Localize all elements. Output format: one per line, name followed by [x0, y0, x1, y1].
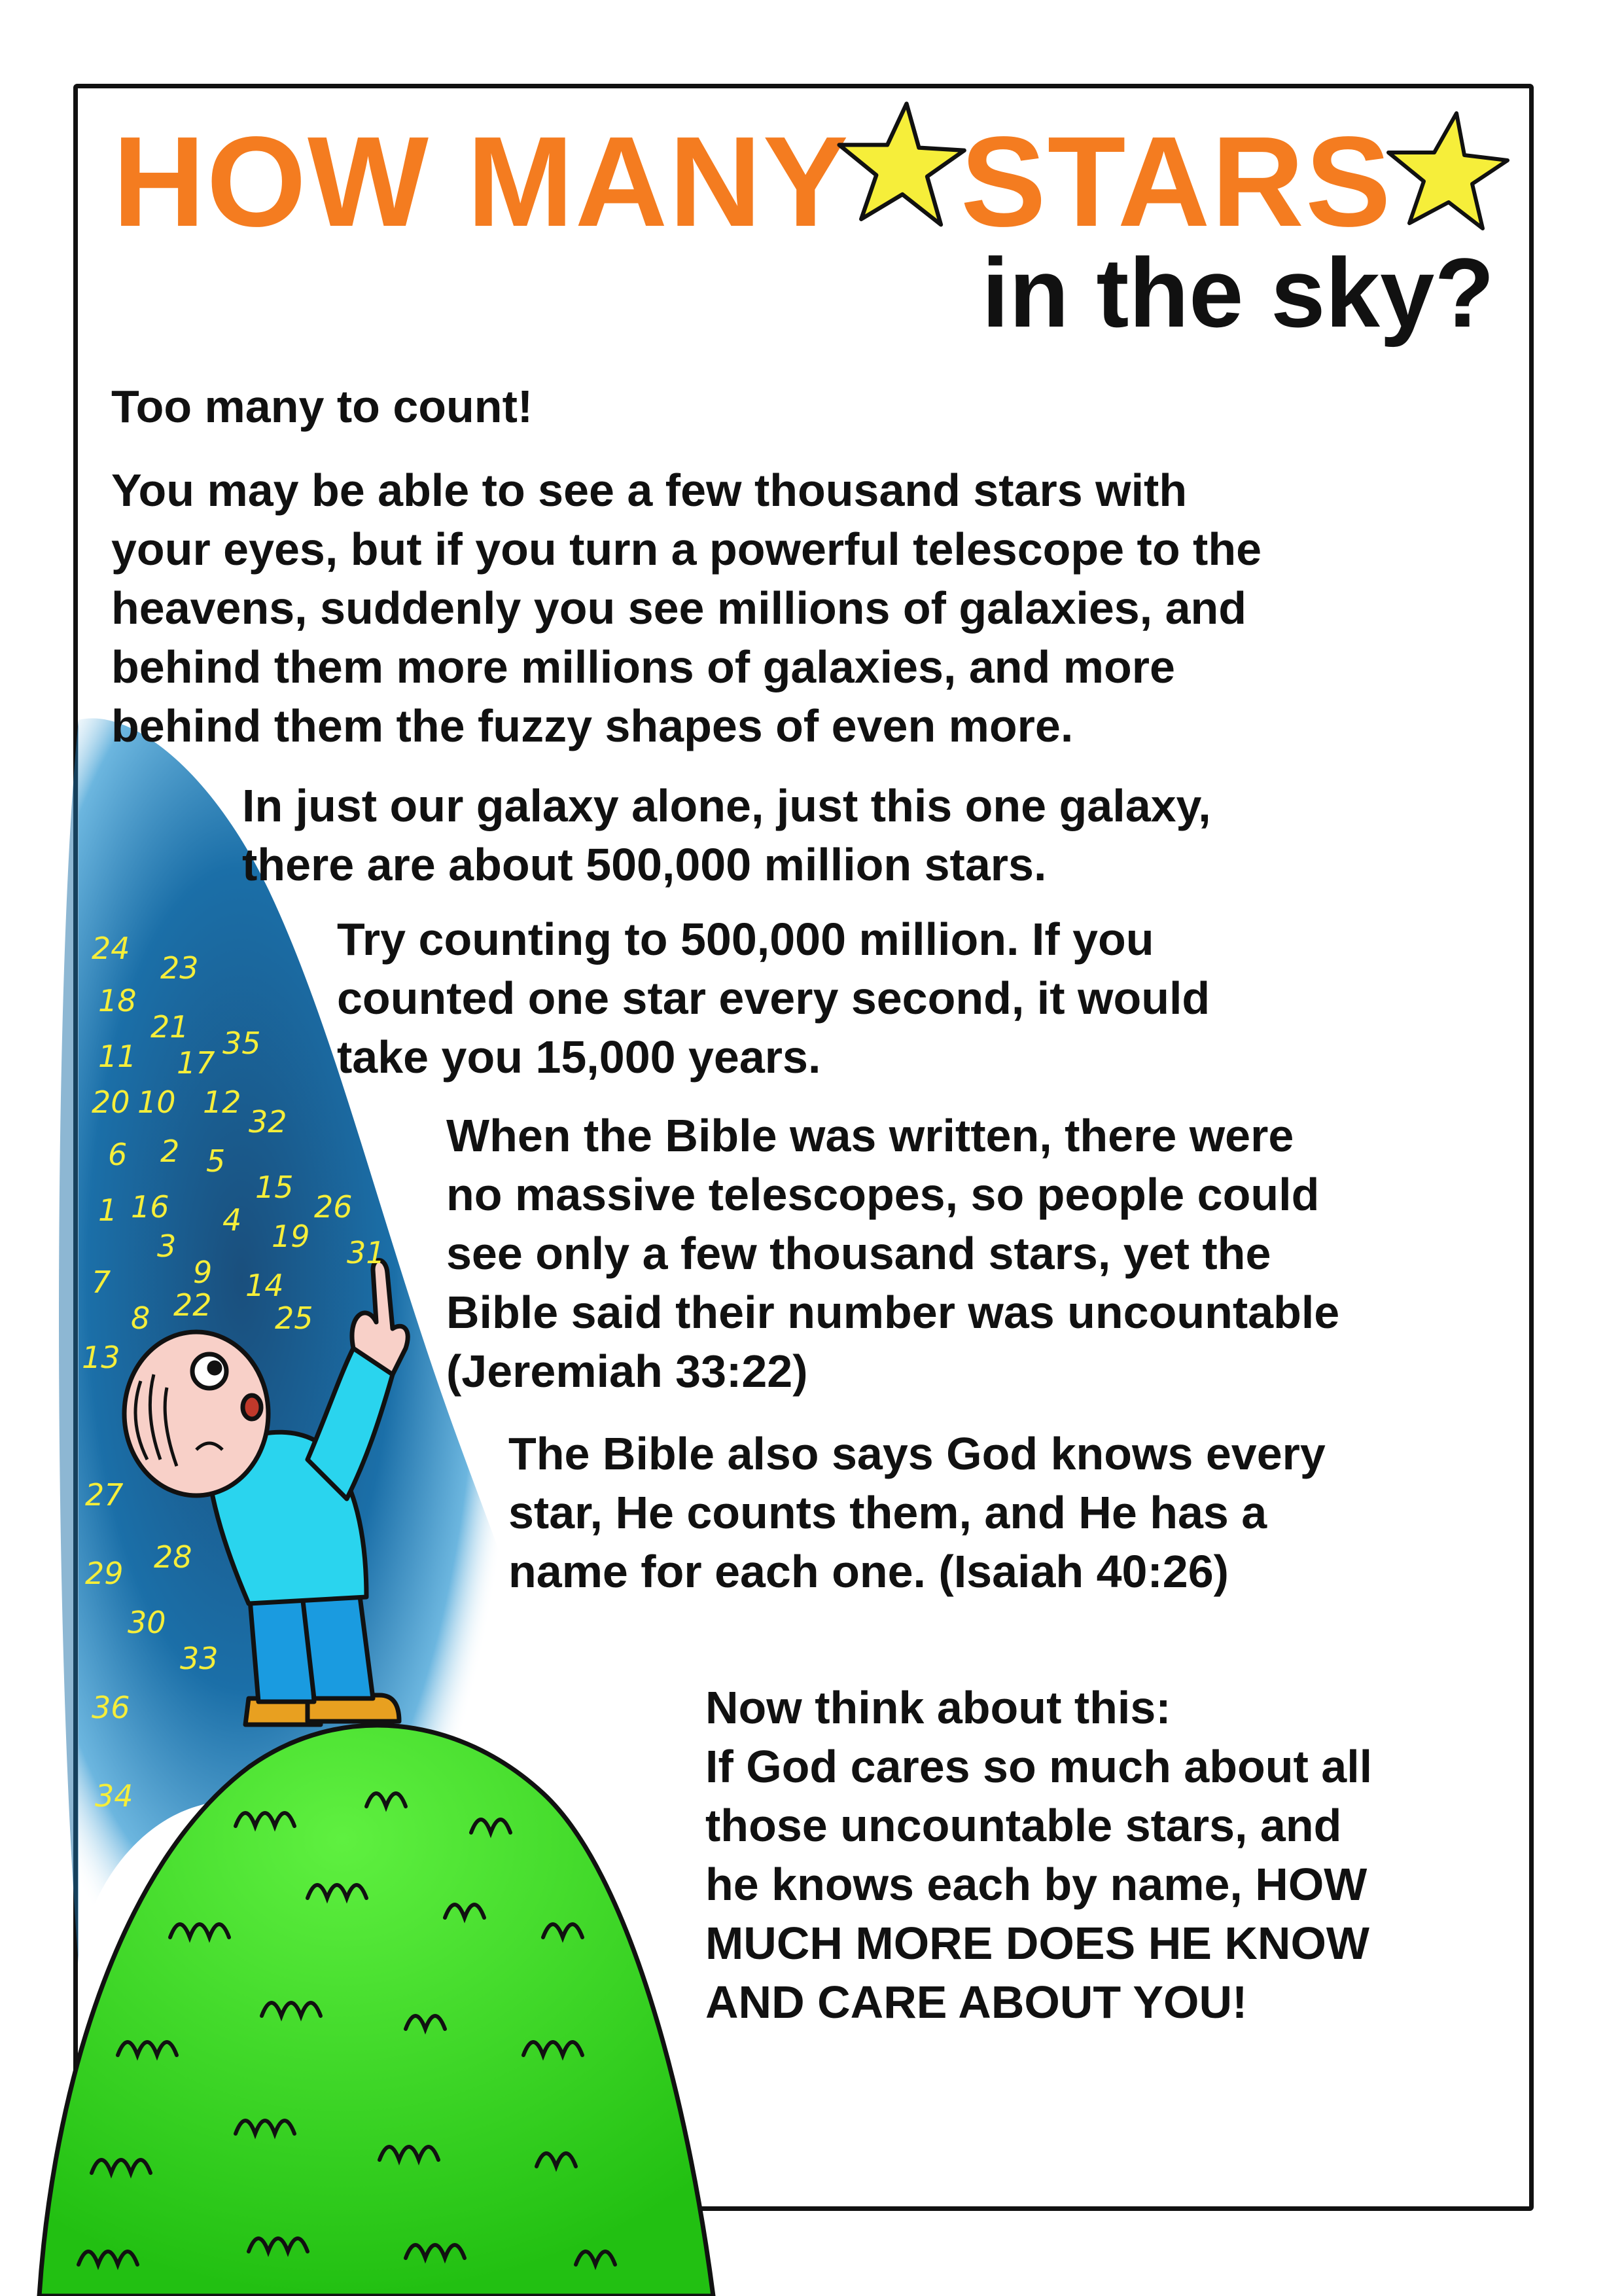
title-stars: STARS [961, 110, 1392, 253]
text-line: In just our galaxy alone, just this one galaxy, [242, 780, 1211, 831]
sky-number: 29 [85, 1556, 124, 1591]
sky-number: 21 [150, 1009, 189, 1045]
text-line: Try counting to 500,000 million. If you [337, 914, 1154, 965]
sky-number: 24 [92, 931, 130, 966]
sky-number: 36 [92, 1690, 130, 1725]
sky-number: 13 [82, 1340, 120, 1375]
text-line: heavens, suddenly you see millions of galaxies, and [111, 583, 1247, 634]
sky-number: 28 [154, 1539, 192, 1575]
paragraph-counting [337, 910, 1210, 1086]
sky-number: 15 [255, 1170, 294, 1205]
sky-number: 34 [95, 1778, 133, 1814]
sky-number: 27 [85, 1477, 124, 1513]
sky-number: 33 [180, 1641, 219, 1676]
title-in-the-sky: in the sky? [981, 238, 1494, 348]
text-line: take you 15,000 years. [337, 1031, 821, 1083]
text-line: When the Bible was written, there were [446, 1110, 1294, 1161]
text-line: You may be able to see a few thousand stars with [111, 465, 1188, 516]
sky-number: 17 [177, 1045, 215, 1081]
sky-number: 10 [137, 1085, 176, 1120]
text-line: (Jeremiah 33:22) [446, 1346, 808, 1397]
text-line: Now think about this: [705, 1682, 1171, 1733]
paragraph-jeremiah [446, 1106, 1339, 1401]
sky-number: 6 [108, 1137, 128, 1172]
sky-number: 26 [314, 1189, 353, 1225]
sky-number: 9 [193, 1255, 213, 1290]
sky-number: 11 [98, 1039, 137, 1074]
sky-number: 25 [275, 1300, 313, 1336]
text-line: star, He counts them, and He has a [508, 1487, 1267, 1538]
text-line: those uncountable stars, and [705, 1800, 1342, 1851]
paragraph-intro [111, 377, 533, 436]
sky-number: 19 [272, 1219, 310, 1254]
sky-number: 23 [160, 950, 199, 986]
text-line: AND CARE ABOUT YOU! [705, 1977, 1248, 2028]
sky-number: 20 [92, 1085, 130, 1120]
sky-number: 2 [160, 1134, 180, 1169]
sky-number: 18 [98, 983, 137, 1018]
paragraph-conclusion [705, 1678, 1372, 2032]
sky-number: 8 [131, 1300, 150, 1336]
sky-number: 30 [128, 1605, 166, 1640]
paragraph-isaiah [508, 1424, 1326, 1601]
sky-number: 31 [347, 1235, 385, 1270]
sky-number: 12 [203, 1085, 241, 1120]
text-line: The Bible also says God knows every [508, 1428, 1326, 1479]
sky-number: 35 [222, 1026, 261, 1061]
sky-number: 7 [92, 1265, 111, 1300]
sky-number: 4 [222, 1202, 242, 1238]
sky-number: 5 [206, 1143, 226, 1179]
text-line: your eyes, but if you turn a powerful telescope to the [111, 524, 1262, 575]
text-line: behind them the fuzzy shapes of even more. [111, 700, 1074, 751]
text-line: counted one star every second, it would [337, 973, 1210, 1024]
sky-number: 22 [173, 1287, 212, 1323]
star-icon [1381, 108, 1511, 239]
text-line: Too many to count! [111, 381, 533, 432]
paragraph-telescope [111, 461, 1262, 755]
text-line: behind them more millions of galaxies, and more [111, 641, 1175, 692]
text-line: Bible said their number was uncountable [446, 1287, 1340, 1338]
text-line: no massive telescopes, so people could [446, 1169, 1320, 1220]
text-line: name for each one. (Isaiah 40:26) [508, 1546, 1229, 1597]
sky-number: 16 [131, 1189, 169, 1225]
text-line: If God cares so much about all [705, 1741, 1373, 1792]
text-line: there are about 500,000 million stars. [242, 839, 1047, 890]
text-line: MUCH MORE DOES HE KNOW [705, 1918, 1369, 1969]
star-icon [831, 98, 968, 236]
sky-number: 3 [157, 1229, 177, 1264]
text-line: see only a few thousand stars, yet the [446, 1228, 1271, 1279]
title-how-many: HOW MANY [113, 110, 850, 253]
paragraph-galaxy [242, 776, 1211, 894]
sky-number: 1 [98, 1193, 118, 1228]
text-line: he knows each by name, HOW [705, 1859, 1368, 1910]
sky-number: 32 [249, 1104, 287, 1139]
sky-number: 14 [245, 1268, 284, 1303]
